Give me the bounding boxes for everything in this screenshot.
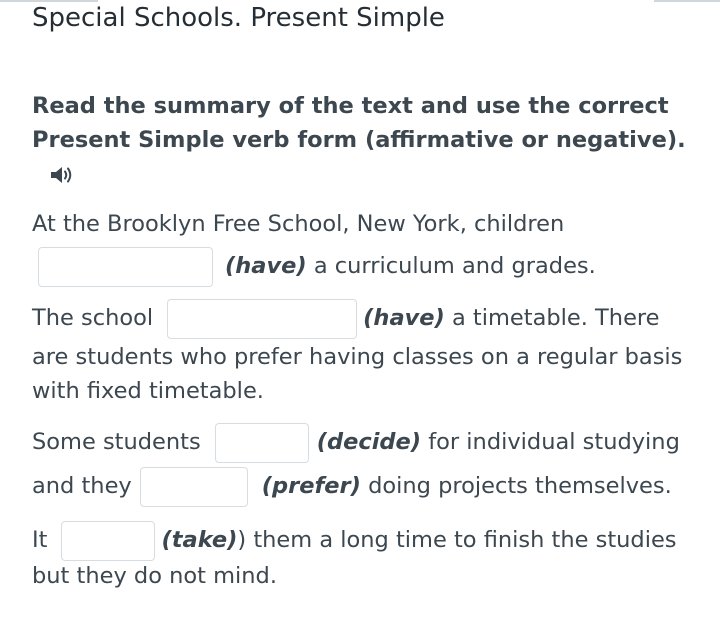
passage-text: At the Brooklyn Free School, New York, children xyxy=(32,211,565,237)
page-title: Special Schools. Present Simple xyxy=(32,3,445,33)
answer-gap-2[interactable] xyxy=(167,299,357,339)
passage-line xyxy=(32,296,700,340)
passage-text: for individual studying xyxy=(421,429,680,455)
verb-hint: (have) xyxy=(363,305,445,331)
speaker-icon[interactable] xyxy=(48,163,76,187)
verb-hint: (decide) xyxy=(316,429,422,455)
answer-gap-3[interactable] xyxy=(215,423,309,463)
top-divider-right xyxy=(654,0,720,2)
passage-line xyxy=(32,518,700,558)
passage-text: Some students xyxy=(32,429,201,455)
verb-hint: (have) xyxy=(225,253,307,279)
answer-gap-4[interactable] xyxy=(140,467,248,507)
passage-paragraph-4 xyxy=(32,518,700,594)
passage-text: doing projects themselves. xyxy=(360,473,672,499)
passage-text: and they xyxy=(32,473,132,499)
passage-text: a timetable. There xyxy=(444,305,660,331)
task-instruction: Read the summary of the text and use the correct Present Simple verb form (affirmative or negative). xyxy=(32,93,686,153)
passage-paragraph-2 xyxy=(32,296,700,408)
verb-hint: (take) xyxy=(161,527,238,553)
answer-gap-1[interactable] xyxy=(38,247,213,287)
passage-text: ) them a long time to finish the studies xyxy=(237,527,677,553)
passage-text: The school xyxy=(32,305,154,331)
passage-text: a curriculum and grades. xyxy=(306,253,596,279)
passage-text: It xyxy=(32,527,48,553)
passage-text: but they do not mind. xyxy=(32,563,277,589)
answer-gap-5[interactable] xyxy=(61,521,155,561)
passage-text: are students who prefer having classes on a regular basis with fixed timetable. xyxy=(32,344,683,404)
verb-hint: (prefer) xyxy=(261,473,361,499)
passage-paragraph-3 xyxy=(32,420,700,508)
passage-paragraph-1 xyxy=(32,203,700,287)
